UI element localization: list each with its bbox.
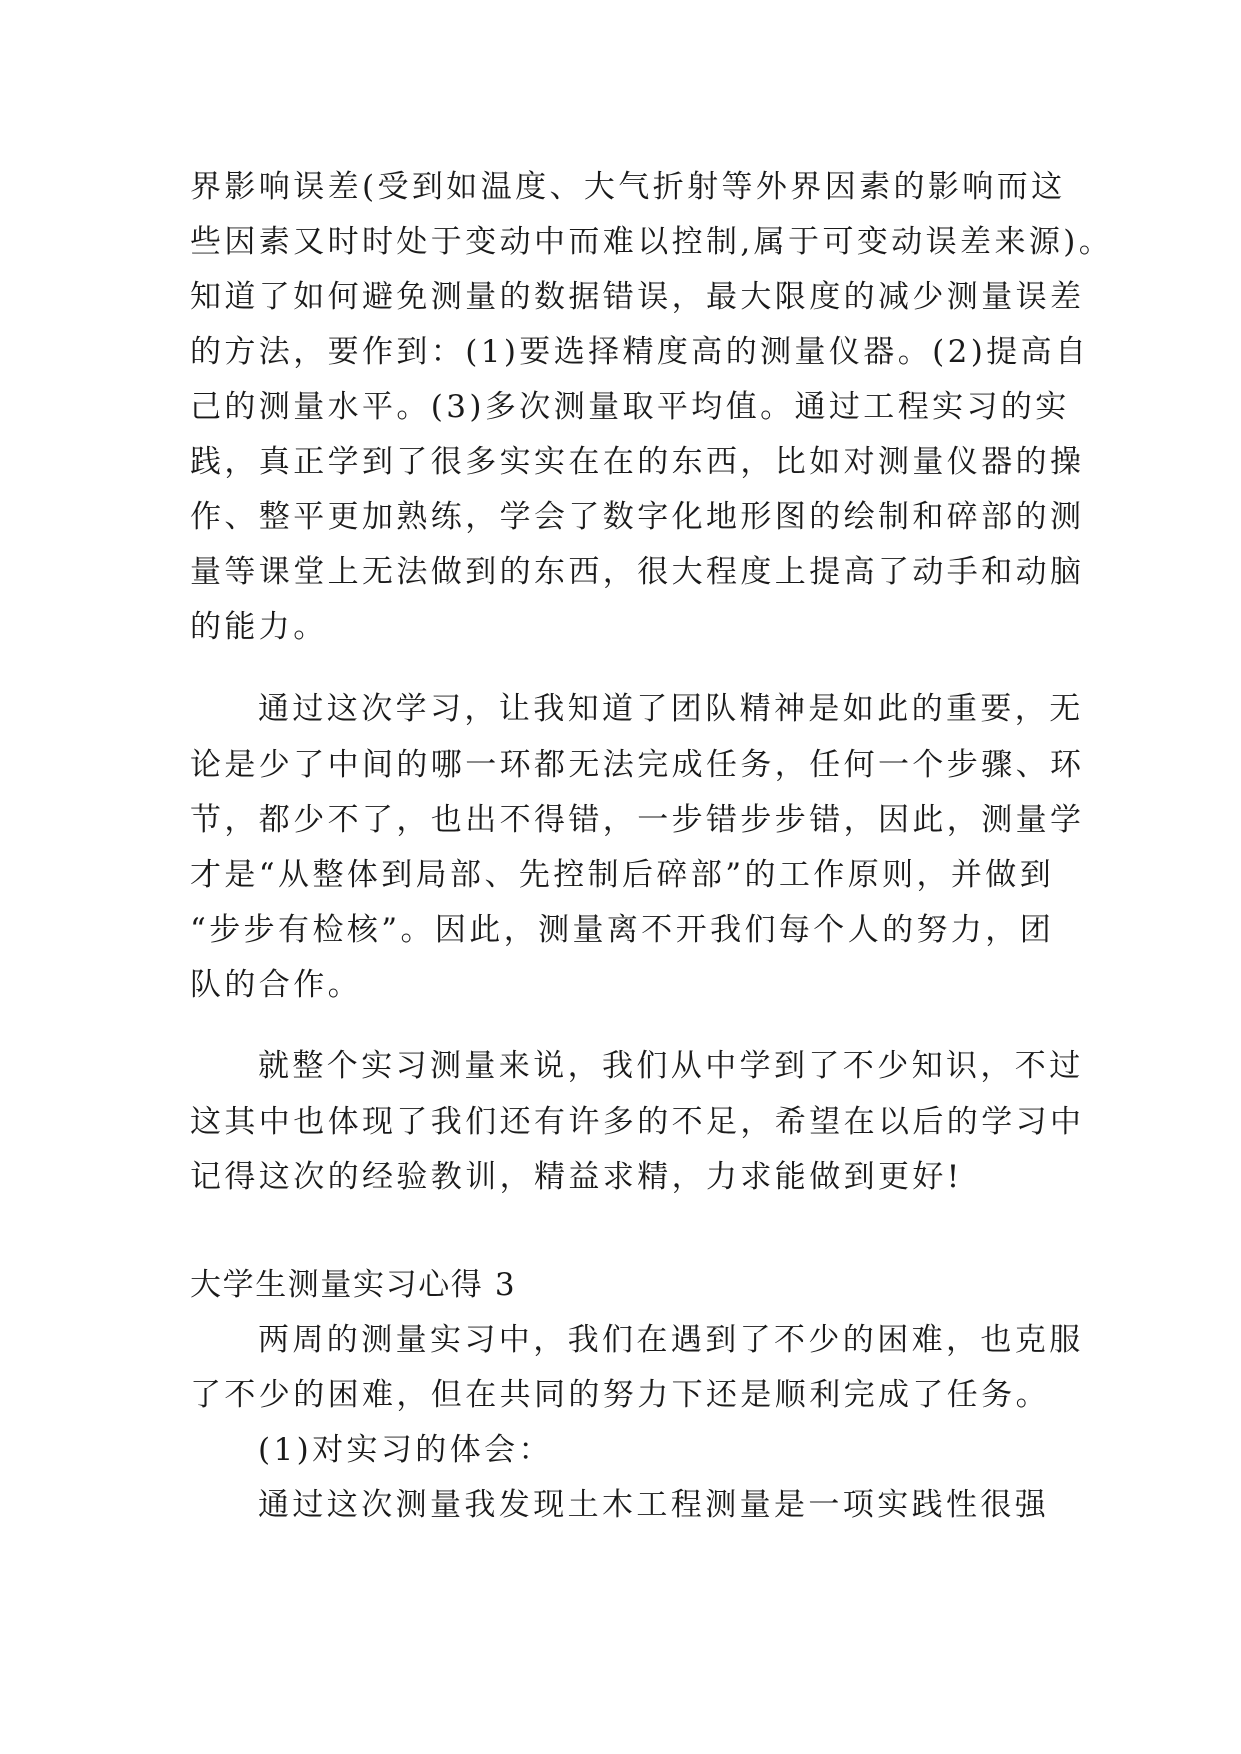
paragraph-line: 两周的测量实习中，我们在遇到了不少的困难，也克服: [258, 1322, 1084, 1358]
paragraph-line: 队的合作。: [190, 967, 362, 1003]
paragraph-line: 的方法，要作到：(1)要选择精度高的测量仪器。(2)提高自: [190, 334, 1090, 370]
paragraph-line: 践，真正学到了很多实实在在的东西，比如对测量仪器的操: [190, 444, 1085, 480]
paragraph-line: 己的测量水平。(3)多次测量取平均值。通过工程实习的实: [190, 389, 1070, 425]
paragraph-line: 作、整平更加熟练，学会了数字化地形图的绘制和碎部的测: [190, 499, 1085, 535]
paragraph-line: 节，都少不了，也出不得错，一步错步步错，因此，测量学: [190, 802, 1085, 838]
section-heading: 大学生测量实习心得 3: [190, 1267, 517, 1303]
paragraph-line: 些因素又时时处于变动中而难以控制,属于可变动误差来源)。: [190, 224, 1114, 260]
paragraph-line: 量等课堂上无法做到的东西，很大程度上提高了动手和动脑: [190, 554, 1085, 590]
paragraph-line: 论是少了中间的哪一环都无法完成任务，任何一个步骤、环: [190, 747, 1085, 783]
paragraph-line: 通过这次测量我发现土木工程测量是一项实践性很强: [258, 1487, 1050, 1523]
paragraph-line: (1)对实习的体会：: [258, 1432, 553, 1468]
paragraph-line: 就整个实习测量来说，我们从中学到了不少知识，不过: [258, 1048, 1084, 1084]
paragraph-line: 通过这次学习，让我知道了团队精神是如此的重要，无: [258, 691, 1084, 727]
paragraph-line: 界影响误差(受到如温度、大气折射等外界因素的影响而这: [190, 169, 1066, 205]
paragraph-line: 才是“从整体到局部、先控制后碎部”的工作原则，并做到: [190, 857, 1055, 893]
paragraph-line: 这其中也体现了我们还有许多的不足，希望在以后的学习中: [190, 1104, 1085, 1140]
paragraph-line: 记得这次的经验教训，精益求精，力求能做到更好!: [190, 1159, 963, 1195]
paragraph-line: “步步有检核”。因此，测量离不开我们每个人的努力，团: [190, 912, 1055, 948]
paragraph-line: 知道了如何避免测量的数据错误，最大限度的减少测量误差: [190, 279, 1085, 315]
paragraph-line: 的能力。: [190, 609, 328, 645]
paragraph-line: 了不少的困难，但在共同的努力下还是顺利完成了任务。: [190, 1377, 1050, 1413]
